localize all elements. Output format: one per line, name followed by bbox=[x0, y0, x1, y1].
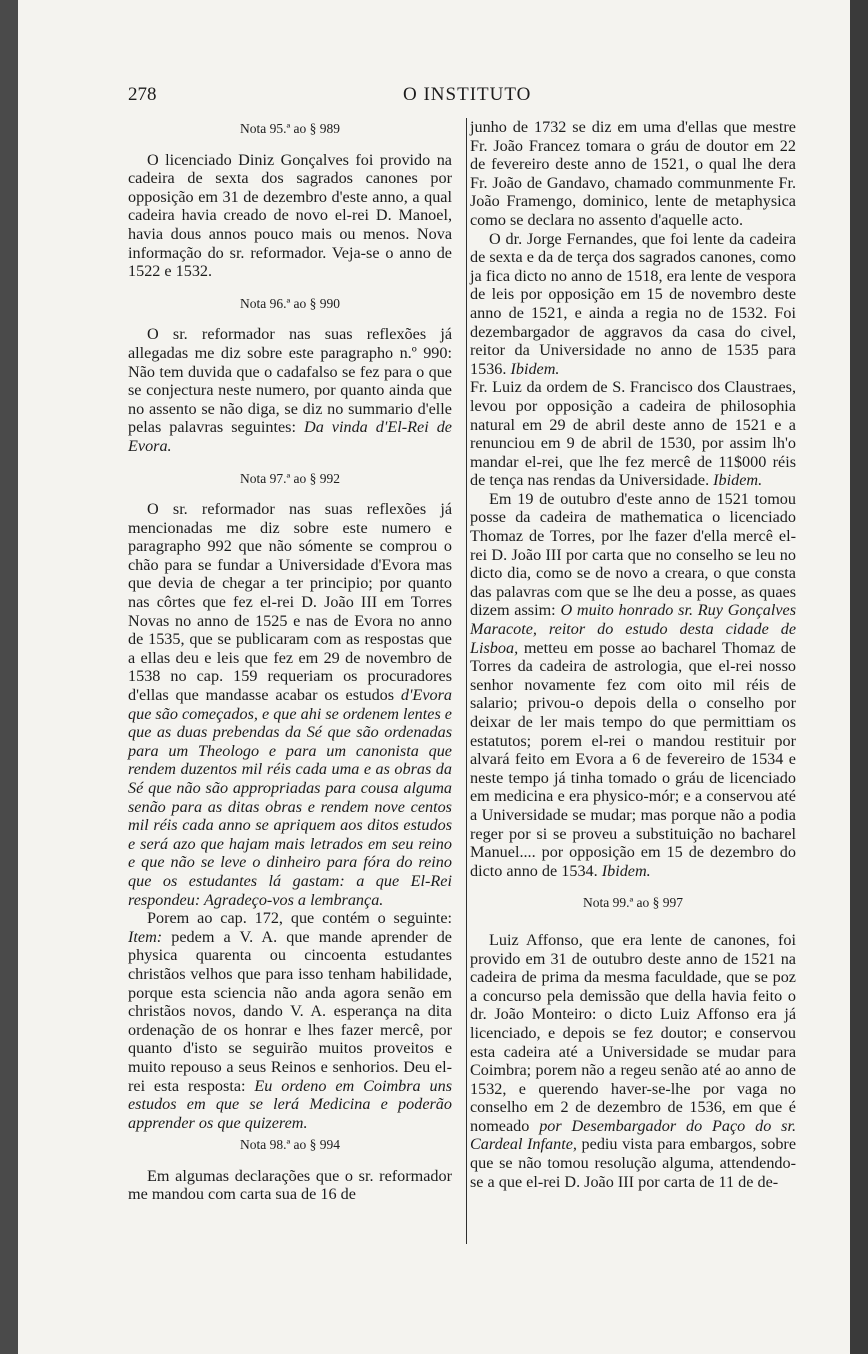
outubro-italic: O muito honrado sr. Ruy Gonçalves Maracote, reitor do estudo desta cidade de Lisboa, bbox=[470, 601, 797, 657]
ibidem-1: Ibidem. bbox=[510, 359, 560, 378]
nota-99-text-2: pediu vista para embargos, sobre que se não tomou resolução alguma, attendendo-se a que el-rei D. João III por carta de 11 de de- bbox=[470, 1135, 797, 1191]
porem-paragraph bbox=[128, 909, 452, 1132]
nota-95-heading: Nota 95.ª ao § 989 bbox=[239, 121, 341, 136]
left-column bbox=[128, 118, 452, 1204]
porem-italic-reply: Eu ordeno em Coimbra uns estudos em que se lerá Medicina e poderão apprender os que quizerem. bbox=[128, 1076, 452, 1132]
luiz-text: Fr. Luiz da ordem de S. Francisco dos Claustraes, levou por opposição a cadeira de philosophia natural em 29 de abril deste anno de 1521 e a renunciou em 9 de abril de 1530, por assim lh'o mandar el-rei, que lhe fez mercê de 11$000 réis de tença nas rendas da Universidade. bbox=[470, 378, 796, 490]
continued-paragraph: junho de 1732 se diz em uma d'ellas que mestre Fr. João Francez tomara o gráu de doutor em 22 de fevereiro deste anno de 1521, o qual lhe dera Fr. João de Gandavo, chamado communmente Fr. João Framengo, dominico, lente de metaphysica como se declara no assento d'aquelle acto. bbox=[470, 118, 796, 229]
ibidem-2: Ibidem. bbox=[713, 471, 763, 490]
page-number: 278 bbox=[128, 84, 157, 105]
nota-96-heading: Nota 96.ª ao § 990 bbox=[239, 295, 341, 311]
nota-96-paragraph bbox=[128, 325, 452, 455]
porem-text: Porem ao cap. 172, que contém o seguinte: bbox=[147, 909, 452, 928]
porem-italic-item: Item: bbox=[128, 927, 163, 946]
scan-right-edge bbox=[850, 0, 868, 1354]
book-page bbox=[18, 0, 850, 1354]
fr-luiz-paragraph bbox=[470, 378, 796, 490]
column-rule bbox=[466, 118, 467, 1244]
scan-left-edge bbox=[0, 0, 18, 1354]
page-header bbox=[128, 84, 816, 108]
porem-text-2: pedem a V. A. que mande aprender de physica quarenta ou cincoenta estudantes christãos velhos que para isso tenham habilidade, porque esta sciencia não anda agora senão em christãos novos, dando V. A. esperança na dita ordenação de os honrar e lhes fazer mercê, por quanto d'isto se seguirão muitos proveitos e muito repouso a seus Reinos e senhorios. Deu el-rei esta resposta: bbox=[128, 927, 452, 1095]
nota-99-text: Luiz Affonso, que era lente de canones, foi provido em 31 de outubro deste anno de 1521 na cadeira de prima da mesma faculdade, que se poz a concurso pela demissão que della havia feito o dr. João Monteiro: o dicto Luiz Affonso era já licenciado, e depois se fez doutor; e conservou esta cadeira até a Universidade se mudar para Coimbra; porem não a regeu senão até ao anno de 1532, e querendo haver-se-lhe por vaga no conselho em 2 de dezembro de 1536, em que é nomeado bbox=[470, 930, 796, 1135]
nota-98-paragraph: Em algumas declarações que o sr. reformador me mandou com carta sua de 16 de bbox=[128, 1166, 452, 1204]
nota-99-paragraph bbox=[470, 931, 796, 1191]
nota-96-italic: Da vinda d'El-Rei de Evora. bbox=[128, 418, 452, 455]
nota-98-heading: Nota 98.ª ao § 994 bbox=[239, 1137, 341, 1153]
nota-97-paragraph bbox=[128, 500, 452, 909]
nota-96-text: O sr. reformador nas suas reflexões já allegadas me diz sobre este paragrapho n.º 990: Não tem duvida que o cadafalso se fez para o que se conjectura neste numero, por quanto ainda que no assento se não diga, se diz no summario d'elle pelas palavras seguintes: bbox=[128, 325, 452, 437]
nota-97-heading: Nota 97.ª ao § 992 bbox=[239, 470, 341, 486]
right-column bbox=[470, 118, 796, 1191]
nota-97-italic: d'Evora que são começados, e que ahi se ordenem lentes e que as duas prebendas da Sé que são ordenadas para um Theologo e para um canonista que rendem duzentos mil réis cada uma e as obras da Sé que não são appropriadas para cousa alguma senão para as ditas obras e rendem nove centos mil réis cada anno se apriquem aos ditos estudos e será azo que hajam mais letrados em seu reino e que não se leve o dinheiro para fóra do reino que os estudantes lá gastam: a que El-Rei respondeu: Agradeço-vos a lembrança. bbox=[128, 686, 452, 909]
nota-95-paragraph: O licenciado Diniz Gonçalves foi provido na cadeira de sexta dos sagrados canones por opposição em 31 de dezembro d'este anno, a qual cadeira havia creado de novo el-rei D. Manoel, havia dous annos pouco mais ou menos. Nova informação do sr. reformador. Veja-se o anno de 1522 e 1532. bbox=[128, 150, 452, 281]
outubro-text: Em 19 de outubro d'este anno de 1521 tomou posse da cadeira de mathematica o licenciado Thomaz de Torres, por lhe fazer d'ella mercê el-rei D. João III por carta que no conselho se leu no dicto dia, como se de novo a creara, o que consta das palavras com que se lhe deu a posse, as quaes dizem assim: bbox=[470, 489, 796, 620]
outubro-text-2: metteu em posse ao bacharel Thomaz de Torres da cadeira de astrologia, que el-rei nosso senhor novamente fez com oito mil réis de salario; privou-o depois della o conselho por deixar de ler mais tempo do que permittiam os estatutos; porem el-rei o mandou restituir por alvará feito em Evora a 6 de fevereiro de 1534 e neste tempo já tinha tomado o gráu de licenciado em medicina e era physico-mór; e a conservou até a Universidade se mudar; mas porque não a podia reger por si se proveu a substituição no bacharel Manuel.... por opposição em 15 de dezembro do dicto anno de 1534. bbox=[470, 638, 796, 880]
jorge-text: O dr. Jorge Fernandes, que foi lente da cadeira de sexta e da de terça dos sagrados canones, como ja fica dicto no anno de 1518, era lente de vespora de leis por opposição em 15 de novembro deste anno de 1521, e ainda a regia no de 1532. Foi dezembargador de aggravos da casa do civel, reitor da Universidade no anno de 1535 para 1536. bbox=[470, 229, 796, 378]
nota-99-italic: por Desembargador do Paço do sr. Cardeal Infante, bbox=[470, 1116, 796, 1154]
nota-97-text: O sr. reformador nas suas reflexões já mencionadas me diz sobre este numero e paragrapho 992 que não sómente se comprou o chão para se fundar a Universidade d'Evora mas que devia de chegar a ter principio; por quanto nas côrtes que fez el-rei D. João III em Torres Novas no anno de 1525 e nas de Evora no anno de 1535, que se publicaram com as respostas que a ellas deu e leis que fez em 29 de novembro de 1538 no cap. 159 requeriam os procuradores d'ellas que mandasse acabar os estudos bbox=[128, 500, 452, 705]
nota-99-heading: Nota 99.ª ao § 997 bbox=[582, 895, 684, 911]
ibidem-3: Ibidem. bbox=[601, 861, 651, 880]
jorge-fernandes-paragraph bbox=[470, 230, 796, 379]
outubro-paragraph bbox=[470, 490, 796, 880]
running-title: O INSTITUTO bbox=[403, 84, 532, 105]
